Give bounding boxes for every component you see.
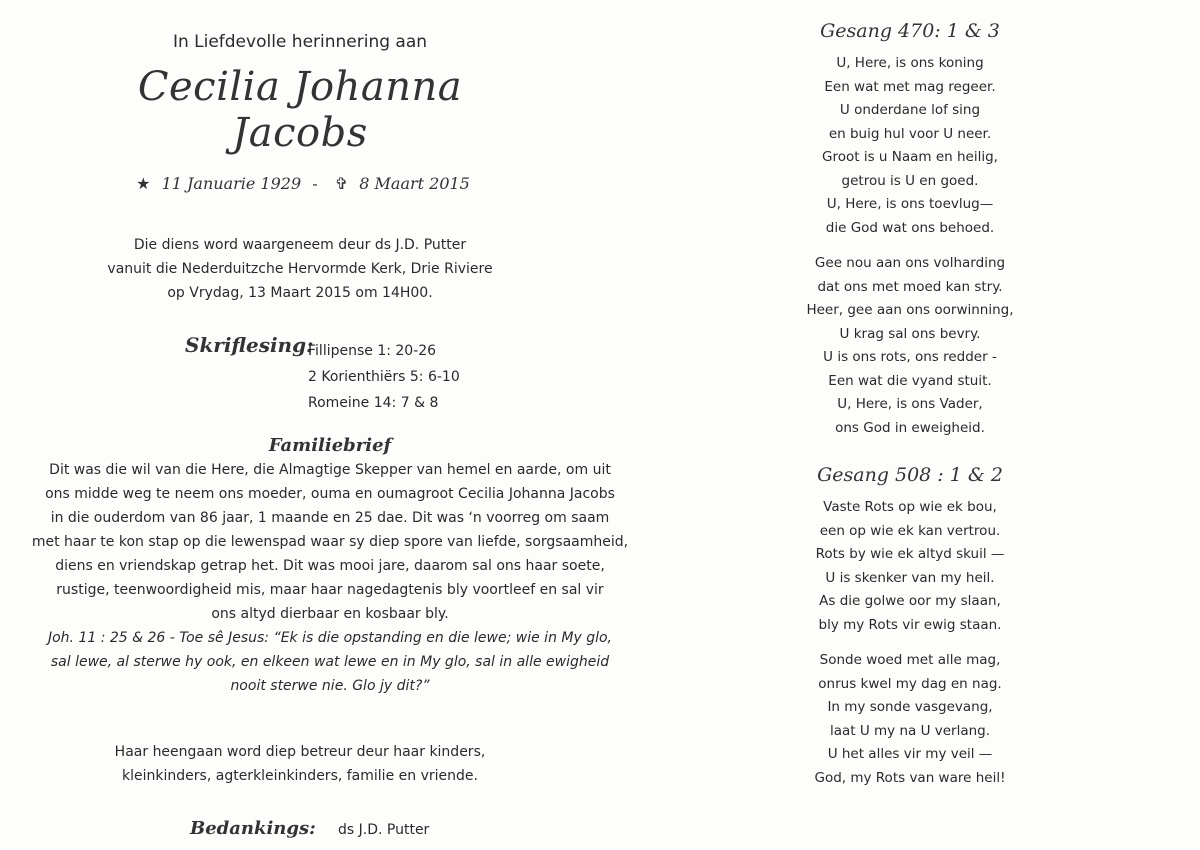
birth-date: 11 Januarie 1929 — [161, 174, 302, 193]
verse-line: en buig hul voor U neer. — [828, 125, 992, 142]
mourned-line: Haar heengaan word diep betreur deur haar kinders, — [114, 744, 486, 760]
scripture-line: nooit sterwe nie. Glo jy dit?” — [230, 678, 430, 694]
letter-line: Dit was die wil van die Here, die Almagtige Skepper van hemel en aarde, om uit — [49, 462, 611, 478]
scripture-quote — [30, 626, 630, 698]
letter-line: diens en vriendskap getrap het. Dit was mooi jare, daarom sal ons haar soete, — [55, 558, 605, 574]
scripture-line: Joh. 11 : 25 & 26 - Toe sê Jesus: “Ek is die opstanding en die lewe; wie in My glo, — [47, 630, 612, 646]
thanks-section — [30, 818, 630, 848]
verse-line: U is ons rots, ons redder - — [823, 349, 997, 365]
cross-icon: ✞ — [334, 174, 349, 193]
mourned-by — [30, 740, 570, 788]
reading-heading: Skriflesing: — [185, 333, 314, 357]
hymn-title: Gesang 508 : 1 & 2 — [817, 464, 1003, 486]
verse-line: As die golwe oor my slaan, — [819, 593, 1001, 609]
letter-line: rustige, teenwoordigheid mis, maar haar nagedagtenis bly voortleef en sal vir — [56, 582, 604, 598]
family-letter-body — [30, 458, 630, 626]
reading-ref: Fillipense 1: 20-26 — [308, 343, 437, 359]
verse-line: Heer, gee aan ons oorwinning, — [806, 302, 1014, 318]
verse-line: Een wat die vyand stuit. — [828, 372, 992, 389]
verse-line: Sonde woed met alle mag, — [819, 652, 1001, 668]
death-date: 8 Maart 2015 — [359, 174, 470, 193]
verse-line: U, Here, is ons toevlug— — [826, 196, 994, 212]
letter-line: met haar te kon stap op die lewenspad waar sy diep spore van liefde, sorgsaamheid, — [31, 534, 629, 550]
hymn-verse — [790, 496, 1030, 637]
scripture-line: sal lewe, al sterwe hy ook, en elkeen wat lewe en in My glo, sal in alle ewigheid — [50, 654, 610, 670]
verse-line: Vaste Rots op wie ek bou, — [823, 499, 997, 515]
verse-line: Gee nou aan ons volharding — [814, 255, 1006, 271]
verse-line: In my sonde vasgevang, — [827, 699, 993, 715]
intro-text: In Liefdevolle herinnering aan — [172, 32, 428, 52]
verse-line: U, Here, is ons Vader, — [837, 396, 983, 412]
reading-refs — [308, 338, 460, 416]
verse-line: God, my Rots van ware heil! — [814, 769, 1006, 786]
verse-line: U, Here, is ons koning — [836, 55, 984, 71]
verse-line: Groot is u Naam en heilig, — [822, 149, 998, 165]
thanks-who: ds J.D. Putter — [338, 822, 430, 838]
verse-line: bly my Rots vir ewig staan. — [818, 616, 1002, 633]
star-icon: ★ — [136, 174, 151, 193]
date-separator: - — [312, 174, 318, 193]
verse-line: een op wie ek kan vertrou. — [819, 522, 1001, 539]
verse-line: U krag sal ons bevry. — [839, 325, 981, 342]
reading-ref: Romeine 14: 7 & 8 — [308, 395, 439, 411]
family-letter-title: Familiebrief — [268, 435, 392, 456]
service-line: vanuit die Nederduitzche Hervormde Kerk, Drie Riviere — [107, 261, 493, 277]
verse-line: Een wat met mag regeer. — [824, 78, 996, 95]
verse-line: getrou is U en goed. — [841, 172, 979, 189]
verse-line: U het alles vir my veil — — [827, 746, 993, 762]
service-line: Die diens word waargeneem deur ds J.D. Putter — [133, 237, 467, 253]
verse-line: ons God in eweigheid. — [835, 419, 985, 436]
scripture-reading — [30, 333, 630, 413]
letter-line: ons altyd dierbaar en kosbaar bly. — [211, 606, 449, 622]
letter-line: in die ouderdom van 86 jaar, 1 maande en 25 dae. Dit was ‘n voorreg om saam — [50, 510, 610, 526]
verse-line: U is skenker van my heil. — [825, 569, 995, 586]
thanks-heading: Bedankings: — [190, 818, 316, 839]
reading-ref: 2 Korienthiërs 5: 6-10 — [308, 369, 460, 385]
letter-line: ons midde weg te neem ons moeder, ouma en oumagroot Cecilia Johanna Jacobs — [45, 486, 615, 502]
hymns-column — [790, 20, 1030, 790]
service-details — [80, 233, 520, 305]
hymn-verse — [790, 52, 1030, 240]
verse-line: Rots by wie ek altyd skuil — — [815, 546, 1005, 562]
verse-line: dat ons met moed kan stry. — [817, 278, 1003, 295]
hymn-verse — [790, 649, 1030, 790]
verse-line: U onderdane lof sing — [839, 102, 981, 118]
mourned-line: kleinkinders, agterkleinkinders, familie en vriende. — [122, 768, 478, 784]
hymn-verse — [790, 252, 1030, 440]
verse-line: onrus kwel my dag en nag. — [818, 675, 1002, 692]
life-dates — [90, 174, 510, 193]
verse-line: laat U my na U verlang. — [829, 722, 991, 739]
left-column — [30, 20, 630, 848]
verse-line: die God wat ons behoed. — [825, 219, 995, 236]
deceased-name: Cecilia Johanna Jacobs — [137, 64, 463, 156]
service-line: op Vrydag, 13 Maart 2015 om 14H00. — [167, 285, 433, 301]
hymn-title: Gesang 470: 1 & 3 — [820, 20, 1000, 42]
